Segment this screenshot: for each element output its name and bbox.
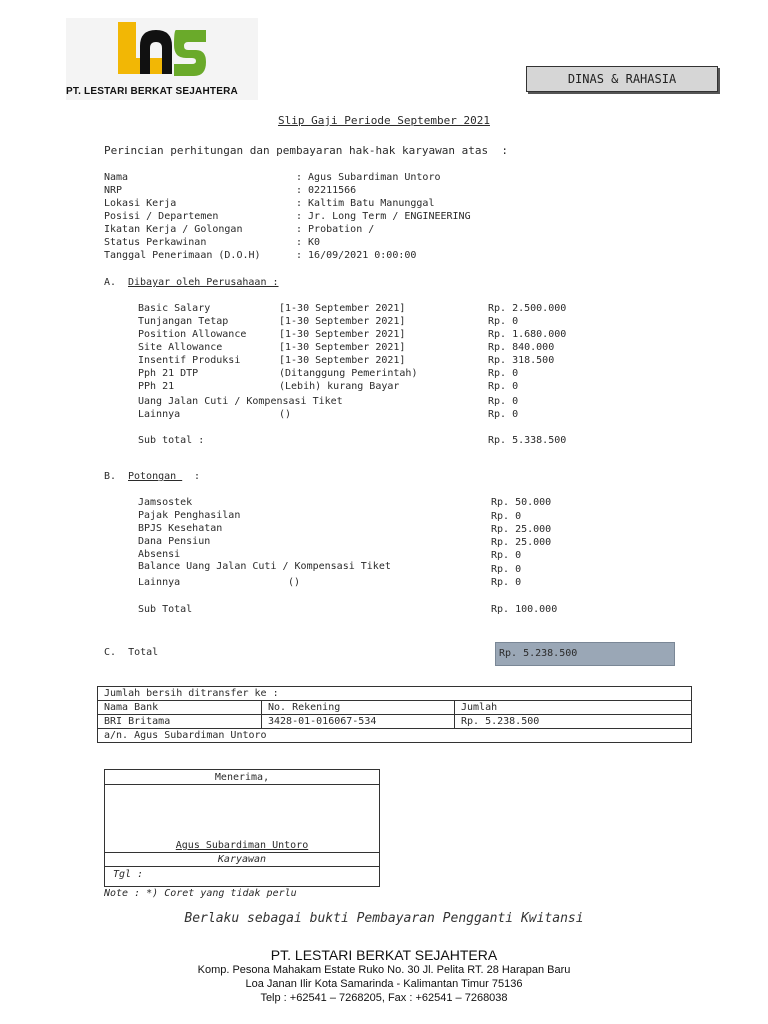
section-a-heading: Dibayar oleh Perusahaan :: [128, 277, 279, 288]
income-name: Uang Jalan Cuti / Kompensasi Tiket: [138, 396, 343, 407]
footer-contact: Telp : +62541 – 7268205, Fax : +62541 – 7268038: [260, 992, 508, 1004]
section-b-prefix: B.: [104, 471, 117, 482]
bank-header-amount: Jumlah: [455, 701, 692, 715]
income-amount: Rp. 318.500: [488, 355, 555, 366]
total-amount: Rp. 5.238.500: [499, 648, 578, 659]
income-amount: Rp. 0: [488, 381, 519, 392]
income-amount: Rp. 0: [488, 396, 519, 407]
deduction-name: Pajak Penghasilan: [138, 510, 241, 521]
total-highlight: [495, 642, 675, 666]
deduction-name: Balance Uang Jalan Cuti / Kompensasi Tiket: [138, 561, 391, 572]
income-name: Tunjangan Tetap: [138, 316, 229, 327]
income-amount: Rp. 0: [488, 316, 519, 327]
employee-label: Tanggal Penerimaan (D.O.H): [104, 250, 261, 261]
income-period: [1-30 September 2021]: [279, 342, 406, 353]
income-amount: Rp. 2.500.000: [488, 303, 567, 314]
employee-label: Nama: [104, 172, 129, 183]
employee-value: : 16/09/2021 0:00:00: [296, 250, 417, 261]
footer-address-line2: Loa Janan Ilir Kota Samarinda - Kalimantan Timur 75136: [245, 978, 523, 990]
signature-box: [104, 769, 380, 887]
signer-name: Agus Subardiman Untoro: [175, 840, 309, 851]
deduction-amount: Rp. 0: [491, 564, 522, 575]
income-amount: Rp. 0: [488, 368, 519, 379]
employee-value: : Jr. Long Term / ENGINEERING: [296, 211, 471, 222]
total-label: C. Total: [104, 647, 159, 658]
footer-address-line1: Komp. Pesona Mahakam Estate Ruko No. 30 Jl. Pelita RT. 28 Harapan Baru: [197, 964, 571, 976]
deduction-name: BPJS Kesehatan: [138, 523, 223, 534]
income-period: (): [279, 409, 292, 420]
bank-transfer-table: [97, 686, 692, 743]
income-period: [1-30 September 2021]: [279, 316, 406, 327]
employee-label: Status Perkawinan: [104, 237, 207, 248]
deduction-amount: Rp. 50.000: [491, 497, 552, 508]
footer-company: PT. LESTARI BERKAT SEJAHTERA: [270, 947, 498, 963]
income-amount: Rp. 1.680.000: [488, 329, 567, 340]
employee-value: : Agus Subardiman Untoro: [296, 172, 441, 183]
section-a-subtotal-label: Sub total :: [138, 435, 205, 446]
income-period: [1-30 September 2021]: [279, 355, 406, 366]
signer-role: Karyawan: [217, 854, 267, 865]
section-b-subtotal-amount: Rp. 100.000: [491, 604, 558, 615]
section-a-subtotal-amount: Rp. 5.338.500: [488, 435, 567, 446]
income-name: Site Allowance: [138, 342, 223, 353]
employee-value: : Probation /: [296, 224, 375, 235]
deduction-name: Absensi: [138, 549, 181, 560]
income-name: Insentif Produksi: [138, 355, 241, 366]
employee-label: Ikatan Kerja / Golongan: [104, 224, 243, 235]
bank-amount: Rp. 5.238.500: [455, 715, 692, 729]
income-period: [1-30 September 2021]: [279, 329, 406, 340]
deduction-name: Lainnya: [138, 577, 181, 588]
intro-text: Perincian perhitungan dan pembayaran hak-hak karyawan atas :: [104, 144, 508, 157]
divider: [105, 784, 379, 785]
deduction-amount: Rp. 25.000: [491, 524, 552, 535]
deduction-amount: Rp. 0: [491, 577, 522, 588]
section-b-colon: :: [188, 471, 201, 482]
income-name: Lainnya: [138, 409, 181, 420]
received-label: Menerima,: [214, 772, 270, 783]
deduction-name: Jamsostek: [138, 497, 193, 508]
employee-label: NRP: [104, 185, 123, 196]
deduction-extra: (): [288, 577, 301, 588]
income-period: (Lebih) kurang Bayar: [279, 381, 400, 392]
confidential-stamp: DINAS & RAHASIA: [526, 66, 718, 92]
employee-value: : K0: [296, 237, 321, 248]
income-name: PPh 21: [138, 381, 175, 392]
employee-value: : Kaltim Batu Manunggal: [296, 198, 435, 209]
section-b-heading: Potongan: [128, 471, 183, 482]
income-period: [1-30 September 2021]: [279, 303, 406, 314]
income-name: Position Allowance: [138, 329, 247, 340]
page-title: Slip Gaji Periode September 2021: [278, 114, 490, 127]
income-period: (Ditanggung Pemerintah): [279, 368, 418, 379]
bank-table-title: Jumlah bersih ditransfer ke :: [98, 687, 692, 701]
income-amount: Rp. 0: [488, 409, 519, 420]
income-name: Pph 21 DTP: [138, 368, 199, 379]
divider: [105, 866, 379, 867]
lbs-logo: [116, 20, 208, 80]
section-a-prefix: A.: [104, 277, 117, 288]
deduction-name: Dana Pensiun: [138, 536, 211, 547]
bank-header-name: Nama Bank: [98, 701, 262, 715]
company-name-logo: PT. LESTARI BERKAT SEJAHTERA: [66, 86, 238, 97]
deduction-amount: Rp. 0: [491, 511, 522, 522]
section-b-subtotal-label: Sub Total: [138, 604, 193, 615]
employee-label: Lokasi Kerja: [104, 198, 177, 209]
bank-header-account: No. Rekening: [262, 701, 455, 715]
employee-value: : 02211566: [296, 185, 357, 196]
date-label: Tgl :: [113, 869, 144, 880]
deduction-amount: Rp. 0: [491, 550, 522, 561]
validity-statement: Berlaku sebagai bukti Pembayaran Pengganti Kwitansi: [184, 911, 584, 926]
deduction-amount: Rp. 25.000: [491, 537, 552, 548]
bank-account-number: 3428-01-016067-534: [262, 715, 455, 729]
note-text: Note : *) Coret yang tidak perlu: [104, 888, 297, 899]
income-amount: Rp. 840.000: [488, 342, 555, 353]
bank-name: BRI Britama: [98, 715, 262, 729]
bank-account-holder: a/n. Agus Subardiman Untoro: [98, 729, 692, 743]
employee-label: Posisi / Departemen: [104, 211, 219, 222]
income-name: Basic Salary: [138, 303, 211, 314]
